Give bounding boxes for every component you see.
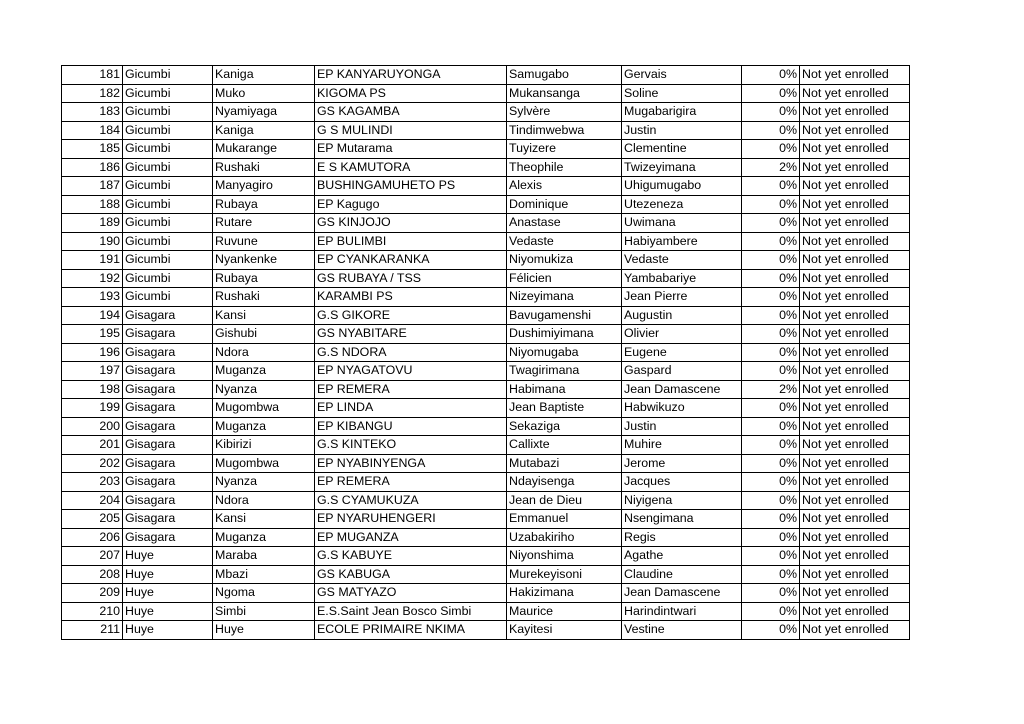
enrollment-status-cell: Not yet enrolled — [800, 417, 910, 436]
sector-cell: Manyagiro — [213, 177, 315, 196]
school-name-cell: EP LINDA — [315, 399, 507, 418]
sector-cell: Ndora — [213, 343, 315, 362]
district-cell: Gicumbi — [123, 195, 213, 214]
row-number-cell: 189 — [62, 214, 123, 233]
progress-percent-cell: 0% — [742, 195, 800, 214]
row-number-cell: 181 — [62, 66, 123, 85]
progress-percent-cell: 0% — [742, 251, 800, 270]
enrollment-status-cell: Not yet enrolled — [800, 380, 910, 399]
row-number-cell: 185 — [62, 140, 123, 159]
last-name-cell: Jerome — [622, 454, 742, 473]
last-name-cell: Claudine — [622, 565, 742, 584]
table-row — [62, 528, 910, 547]
sector-cell: Simbi — [213, 602, 315, 621]
table-row — [62, 288, 910, 307]
enrollment-status-cell: Not yet enrolled — [800, 269, 910, 288]
table-row — [62, 251, 910, 270]
school-name-cell: EP KIBANGU — [315, 417, 507, 436]
district-cell: Gicumbi — [123, 140, 213, 159]
last-name-cell: Uhigumugabo — [622, 177, 742, 196]
district-cell: Gisagara — [123, 343, 213, 362]
sector-cell: Kansi — [213, 306, 315, 325]
district-cell: Huye — [123, 565, 213, 584]
enrollment-status-cell: Not yet enrolled — [800, 177, 910, 196]
enrollment-status-cell: Not yet enrolled — [800, 288, 910, 307]
school-name-cell: G.S NDORA — [315, 343, 507, 362]
row-number-cell: 210 — [62, 602, 123, 621]
progress-percent-cell: 0% — [742, 306, 800, 325]
last-name-cell: Gervais — [622, 66, 742, 85]
row-number-cell: 199 — [62, 399, 123, 418]
district-cell: Gisagara — [123, 454, 213, 473]
enrollment-table — [61, 65, 910, 640]
progress-percent-cell: 0% — [742, 232, 800, 251]
school-name-cell: EP CYANKARANKA — [315, 251, 507, 270]
first-name-cell: Habimana — [507, 380, 622, 399]
sector-cell: Mukarange — [213, 140, 315, 159]
progress-percent-cell: 0% — [742, 177, 800, 196]
progress-percent-cell: 0% — [742, 473, 800, 492]
sector-cell: Muganza — [213, 528, 315, 547]
enrollment-status-cell: Not yet enrolled — [800, 362, 910, 381]
progress-percent-cell: 0% — [742, 121, 800, 140]
table-row — [62, 510, 910, 529]
school-name-cell: E.S.Saint Jean Bosco Simbi — [315, 602, 507, 621]
school-name-cell: GS KAGAMBA — [315, 103, 507, 122]
enrollment-status-cell: Not yet enrolled — [800, 565, 910, 584]
district-cell: Gicumbi — [123, 269, 213, 288]
last-name-cell: Jean Pierre — [622, 288, 742, 307]
enrollment-status-cell: Not yet enrolled — [800, 584, 910, 603]
progress-percent-cell: 0% — [742, 584, 800, 603]
table-row — [62, 325, 910, 344]
row-number-cell: 203 — [62, 473, 123, 492]
district-cell: Huye — [123, 547, 213, 566]
last-name-cell: Jean Damascene — [622, 380, 742, 399]
district-cell: Gicumbi — [123, 121, 213, 140]
table-row — [62, 436, 910, 455]
enrollment-status-cell: Not yet enrolled — [800, 602, 910, 621]
enrollment-status-cell: Not yet enrolled — [800, 436, 910, 455]
progress-percent-cell: 0% — [742, 528, 800, 547]
school-name-cell: E S KAMUTORA — [315, 158, 507, 177]
progress-percent-cell: 0% — [742, 288, 800, 307]
school-name-cell: EP Mutarama — [315, 140, 507, 159]
sector-cell: Rubaya — [213, 269, 315, 288]
enrollment-status-cell: Not yet enrolled — [800, 399, 910, 418]
school-name-cell: G.S KABUYE — [315, 547, 507, 566]
sector-cell: Ruvune — [213, 232, 315, 251]
last-name-cell: Justin — [622, 417, 742, 436]
school-name-cell: ECOLE PRIMAIRE NKIMA — [315, 621, 507, 640]
sector-cell: Gishubi — [213, 325, 315, 344]
table-row — [62, 140, 910, 159]
table-row — [62, 473, 910, 492]
table-row — [62, 343, 910, 362]
enrollment-status-cell: Not yet enrolled — [800, 251, 910, 270]
progress-percent-cell: 0% — [742, 436, 800, 455]
row-number-cell: 197 — [62, 362, 123, 381]
last-name-cell: Jacques — [622, 473, 742, 492]
last-name-cell: Justin — [622, 121, 742, 140]
row-number-cell: 201 — [62, 436, 123, 455]
sector-cell: Muko — [213, 84, 315, 103]
district-cell: Gicumbi — [123, 66, 213, 85]
first-name-cell: Mukansanga — [507, 84, 622, 103]
table-body — [62, 66, 910, 640]
progress-percent-cell: 0% — [742, 602, 800, 621]
district-cell: Gicumbi — [123, 251, 213, 270]
enrollment-status-cell: Not yet enrolled — [800, 621, 910, 640]
enrollment-status-cell: Not yet enrolled — [800, 306, 910, 325]
last-name-cell: Mugabarigira — [622, 103, 742, 122]
row-number-cell: 191 — [62, 251, 123, 270]
district-cell: Huye — [123, 602, 213, 621]
table-row — [62, 399, 910, 418]
enrollment-status-cell: Not yet enrolled — [800, 195, 910, 214]
table-row — [62, 565, 910, 584]
sector-cell: Nyamiyaga — [213, 103, 315, 122]
first-name-cell: Sekaziga — [507, 417, 622, 436]
progress-percent-cell: 0% — [742, 343, 800, 362]
first-name-cell: Anastase — [507, 214, 622, 233]
sector-cell: Rutare — [213, 214, 315, 233]
school-name-cell: EP MUGANZA — [315, 528, 507, 547]
progress-percent-cell: 0% — [742, 454, 800, 473]
last-name-cell: Uwimana — [622, 214, 742, 233]
school-name-cell: KARAMBI PS — [315, 288, 507, 307]
sector-cell: Mugombwa — [213, 454, 315, 473]
row-number-cell: 188 — [62, 195, 123, 214]
table-row — [62, 306, 910, 325]
school-name-cell: GS KABUGA — [315, 565, 507, 584]
school-name-cell: EP Kagugo — [315, 195, 507, 214]
last-name-cell: Augustin — [622, 306, 742, 325]
table-row — [62, 491, 910, 510]
progress-percent-cell: 2% — [742, 158, 800, 177]
first-name-cell: Twagirimana — [507, 362, 622, 381]
row-number-cell: 187 — [62, 177, 123, 196]
table-row — [62, 584, 910, 603]
school-name-cell: EP REMERA — [315, 380, 507, 399]
first-name-cell: Kayitesi — [507, 621, 622, 640]
row-number-cell: 202 — [62, 454, 123, 473]
first-name-cell: Félicien — [507, 269, 622, 288]
school-name-cell: GS NYABITARE — [315, 325, 507, 344]
row-number-cell: 208 — [62, 565, 123, 584]
last-name-cell: Yambabariye — [622, 269, 742, 288]
first-name-cell: Tindimwebwa — [507, 121, 622, 140]
last-name-cell: Jean Damascene — [622, 584, 742, 603]
table-row — [62, 66, 910, 85]
last-name-cell: Clementine — [622, 140, 742, 159]
sector-cell: Kaniga — [213, 121, 315, 140]
last-name-cell: Utezeneza — [622, 195, 742, 214]
enrollment-status-cell: Not yet enrolled — [800, 528, 910, 547]
enrollment-status-cell: Not yet enrolled — [800, 103, 910, 122]
school-name-cell: GS KINJOJO — [315, 214, 507, 233]
first-name-cell: Jean Baptiste — [507, 399, 622, 418]
first-name-cell: Ndayisenga — [507, 473, 622, 492]
sector-cell: Mbazi — [213, 565, 315, 584]
row-number-cell: 206 — [62, 528, 123, 547]
first-name-cell: Samugabo — [507, 66, 622, 85]
district-cell: Gisagara — [123, 306, 213, 325]
row-number-cell: 196 — [62, 343, 123, 362]
sector-cell: Kibirizi — [213, 436, 315, 455]
enrollment-status-cell: Not yet enrolled — [800, 473, 910, 492]
first-name-cell: Niyomugaba — [507, 343, 622, 362]
district-cell: Huye — [123, 584, 213, 603]
school-name-cell: EP REMERA — [315, 473, 507, 492]
enrollment-status-cell: Not yet enrolled — [800, 121, 910, 140]
school-name-cell: EP NYARUHENGERI — [315, 510, 507, 529]
school-name-cell: EP BULIMBI — [315, 232, 507, 251]
district-cell: Gicumbi — [123, 158, 213, 177]
progress-percent-cell: 0% — [742, 84, 800, 103]
enrollment-status-cell: Not yet enrolled — [800, 214, 910, 233]
district-cell: Gisagara — [123, 325, 213, 344]
district-cell: Gicumbi — [123, 232, 213, 251]
sector-cell: Nyankenke — [213, 251, 315, 270]
sector-cell: Maraba — [213, 547, 315, 566]
row-number-cell: 194 — [62, 306, 123, 325]
district-cell: Gicumbi — [123, 103, 213, 122]
row-number-cell: 190 — [62, 232, 123, 251]
table-row — [62, 362, 910, 381]
school-name-cell: KIGOMA PS — [315, 84, 507, 103]
district-cell: Gisagara — [123, 436, 213, 455]
sector-cell: Nyanza — [213, 380, 315, 399]
row-number-cell: 209 — [62, 584, 123, 603]
last-name-cell: Eugene — [622, 343, 742, 362]
row-number-cell: 200 — [62, 417, 123, 436]
progress-percent-cell: 0% — [742, 140, 800, 159]
last-name-cell: Niyigena — [622, 491, 742, 510]
last-name-cell: Vestine — [622, 621, 742, 640]
table-row — [62, 158, 910, 177]
district-cell: Gicumbi — [123, 177, 213, 196]
progress-percent-cell: 2% — [742, 380, 800, 399]
table-row — [62, 454, 910, 473]
enrollment-status-cell: Not yet enrolled — [800, 510, 910, 529]
first-name-cell: Theophile — [507, 158, 622, 177]
progress-percent-cell: 0% — [742, 417, 800, 436]
row-number-cell: 182 — [62, 84, 123, 103]
district-cell: Gisagara — [123, 362, 213, 381]
last-name-cell: Nsengimana — [622, 510, 742, 529]
district-cell: Gicumbi — [123, 214, 213, 233]
district-cell: Gicumbi — [123, 84, 213, 103]
progress-percent-cell: 0% — [742, 491, 800, 510]
school-name-cell: G.S GIKORE — [315, 306, 507, 325]
table-row — [62, 547, 910, 566]
first-name-cell: Dominique — [507, 195, 622, 214]
table-row — [62, 621, 910, 640]
enrollment-status-cell: Not yet enrolled — [800, 547, 910, 566]
first-name-cell: Dushimiyimana — [507, 325, 622, 344]
first-name-cell: Niyomukiza — [507, 251, 622, 270]
sector-cell: Ngoma — [213, 584, 315, 603]
progress-percent-cell: 0% — [742, 362, 800, 381]
progress-percent-cell: 0% — [742, 565, 800, 584]
table-row — [62, 269, 910, 288]
enrollment-status-cell: Not yet enrolled — [800, 84, 910, 103]
district-cell: Gisagara — [123, 510, 213, 529]
row-number-cell: 207 — [62, 547, 123, 566]
district-cell: Huye — [123, 621, 213, 640]
table-row — [62, 417, 910, 436]
district-cell: Gisagara — [123, 399, 213, 418]
last-name-cell: Habwikuzo — [622, 399, 742, 418]
first-name-cell: Jean de Dieu — [507, 491, 622, 510]
first-name-cell: Alexis — [507, 177, 622, 196]
enrollment-status-cell: Not yet enrolled — [800, 232, 910, 251]
sector-cell: Mugombwa — [213, 399, 315, 418]
school-name-cell: G.S CYAMUKUZA — [315, 491, 507, 510]
progress-percent-cell: 0% — [742, 103, 800, 122]
first-name-cell: Murekeyisoni — [507, 565, 622, 584]
first-name-cell: Emmanuel — [507, 510, 622, 529]
row-number-cell: 183 — [62, 103, 123, 122]
sector-cell: Huye — [213, 621, 315, 640]
row-number-cell: 192 — [62, 269, 123, 288]
progress-percent-cell: 0% — [742, 325, 800, 344]
enrollment-status-cell: Not yet enrolled — [800, 140, 910, 159]
sector-cell: Rubaya — [213, 195, 315, 214]
sector-cell: Kaniga — [213, 66, 315, 85]
last-name-cell: Vedaste — [622, 251, 742, 270]
sector-cell: Muganza — [213, 362, 315, 381]
progress-percent-cell: 0% — [742, 269, 800, 288]
sector-cell: Rushaki — [213, 288, 315, 307]
table-row — [62, 103, 910, 122]
school-name-cell: EP KANYARUYONGA — [315, 66, 507, 85]
table-row — [62, 380, 910, 399]
progress-percent-cell: 0% — [742, 214, 800, 233]
district-cell: Gisagara — [123, 491, 213, 510]
last-name-cell: Muhire — [622, 436, 742, 455]
school-name-cell: GS RUBAYA / TSS — [315, 269, 507, 288]
row-number-cell: 211 — [62, 621, 123, 640]
last-name-cell: Habiyambere — [622, 232, 742, 251]
progress-percent-cell: 0% — [742, 399, 800, 418]
progress-percent-cell: 0% — [742, 66, 800, 85]
school-name-cell: GS MATYAZO — [315, 584, 507, 603]
school-name-cell: G.S KINTEKO — [315, 436, 507, 455]
district-cell: Gisagara — [123, 417, 213, 436]
school-name-cell: G S MULINDI — [315, 121, 507, 140]
school-name-cell: EP NYAGATOVU — [315, 362, 507, 381]
enrollment-status-cell: Not yet enrolled — [800, 158, 910, 177]
first-name-cell: Tuyizere — [507, 140, 622, 159]
progress-percent-cell: 0% — [742, 547, 800, 566]
first-name-cell: Callixte — [507, 436, 622, 455]
enrollment-status-cell: Not yet enrolled — [800, 491, 910, 510]
last-name-cell: Twizeyimana — [622, 158, 742, 177]
progress-percent-cell: 0% — [742, 510, 800, 529]
sector-cell: Rushaki — [213, 158, 315, 177]
first-name-cell: Maurice — [507, 602, 622, 621]
last-name-cell: Harindintwari — [622, 602, 742, 621]
sector-cell: Nyanza — [213, 473, 315, 492]
district-cell: Gisagara — [123, 528, 213, 547]
table-row — [62, 121, 910, 140]
district-cell: Gisagara — [123, 473, 213, 492]
school-name-cell: EP NYABINYENGA — [315, 454, 507, 473]
first-name-cell: Hakizimana — [507, 584, 622, 603]
table-row — [62, 214, 910, 233]
table-row — [62, 602, 910, 621]
row-number-cell: 204 — [62, 491, 123, 510]
last-name-cell: Soline — [622, 84, 742, 103]
row-number-cell: 184 — [62, 121, 123, 140]
row-number-cell: 195 — [62, 325, 123, 344]
enrollment-status-cell: Not yet enrolled — [800, 325, 910, 344]
last-name-cell: Olivier — [622, 325, 742, 344]
first-name-cell: Mutabazi — [507, 454, 622, 473]
enrollment-status-cell: Not yet enrolled — [800, 343, 910, 362]
enrollment-status-cell: Not yet enrolled — [800, 454, 910, 473]
last-name-cell: Regis — [622, 528, 742, 547]
district-cell: Gicumbi — [123, 288, 213, 307]
row-number-cell: 205 — [62, 510, 123, 529]
sector-cell: Ndora — [213, 491, 315, 510]
first-name-cell: Nizeyimana — [507, 288, 622, 307]
last-name-cell: Agathe — [622, 547, 742, 566]
row-number-cell: 186 — [62, 158, 123, 177]
school-name-cell: BUSHINGAMUHETO PS — [315, 177, 507, 196]
table-row — [62, 232, 910, 251]
first-name-cell: Sylvère — [507, 103, 622, 122]
progress-percent-cell: 0% — [742, 621, 800, 640]
enrollment-status-cell: Not yet enrolled — [800, 66, 910, 85]
first-name-cell: Vedaste — [507, 232, 622, 251]
sector-cell: Muganza — [213, 417, 315, 436]
last-name-cell: Gaspard — [622, 362, 742, 381]
district-cell: Gisagara — [123, 380, 213, 399]
table-row — [62, 177, 910, 196]
first-name-cell: Uzabakiriho — [507, 528, 622, 547]
row-number-cell: 193 — [62, 288, 123, 307]
row-number-cell: 198 — [62, 380, 123, 399]
first-name-cell: Niyonshima — [507, 547, 622, 566]
table-row — [62, 84, 910, 103]
table-row — [62, 195, 910, 214]
first-name-cell: Bavugamenshi — [507, 306, 622, 325]
sector-cell: Kansi — [213, 510, 315, 529]
